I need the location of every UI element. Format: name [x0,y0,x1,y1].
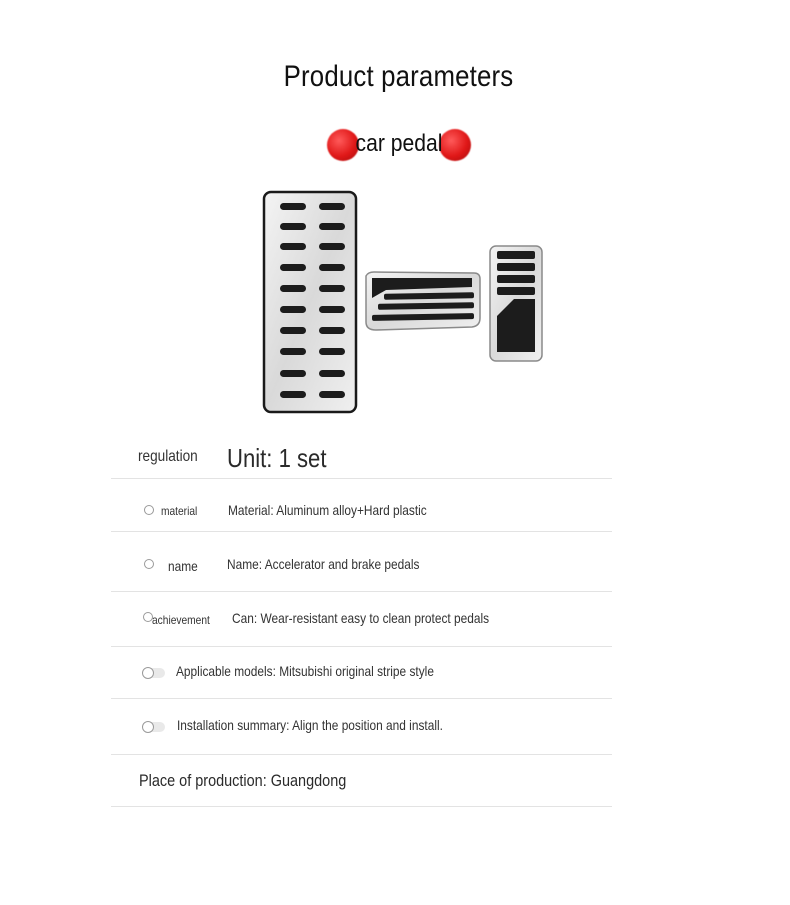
spec-table [111,435,612,807]
installation-value: Installation summary: Align the position and install. [177,717,443,733]
brake-pedal [264,192,356,412]
spec-row-achievement [111,592,612,647]
radio-icon [144,559,154,569]
achievement-label: achievement [152,613,210,627]
car-pedals-image [258,186,548,418]
spec-row-origin [111,755,612,807]
spec-row-name [111,532,612,592]
product-tag-label: car pedal [355,130,443,157]
achievement-value: Can: Wear-resistant easy to clean protect pedals [232,610,490,626]
name-value: Name: Accelerator and brake pedals [227,556,420,572]
spec-row-material [111,479,612,532]
toggle-knob [142,667,154,679]
toggle-icon [143,722,165,732]
name-label: name [168,558,198,574]
unit-value: Unit: 1 set [227,443,327,473]
toggle-knob [142,721,154,733]
spec-row-unit [111,435,612,479]
product-tag [327,128,471,162]
page-title: Product parameters [283,60,514,93]
spec-row-installation [111,699,612,755]
regulation-label: regulation [138,448,198,465]
toggle-icon [143,668,165,678]
radio-icon [144,505,154,515]
accelerator-pedal [490,246,542,361]
spec-row-models [111,647,612,699]
material-value: Material: Aluminum alloy+Hard plastic [228,502,427,518]
models-value: Applicable models: Mitsubishi original stripe style [176,663,434,679]
material-label: material [161,504,198,518]
origin-value: Place of production: Guangdong [139,771,347,790]
footrest-pedal [366,272,480,330]
